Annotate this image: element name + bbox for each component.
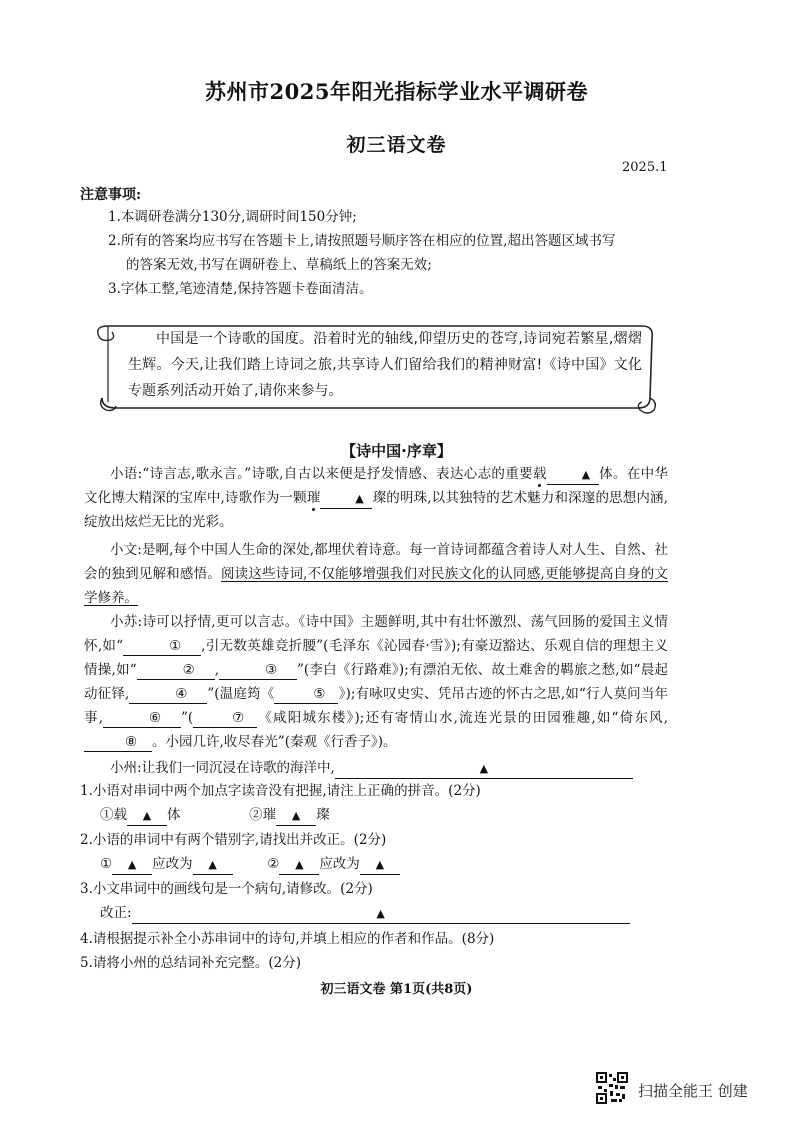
para1-text-b: 体。在中华文化博大精深的宝库中,诗歌作为一颗 [84, 466, 669, 506]
blank-2[interactable]: ② [137, 661, 215, 680]
scanner-watermark: 扫描全能王 创建 [638, 1082, 748, 1100]
question-1: 1.小语对串词中两个加点字读音没有把握,请注上正确的拼音。(2分) [80, 783, 481, 799]
paragraph-xiaowen [84, 538, 668, 610]
paragraph-xiaozhou: 小州:让我们一同沉浸在诗歌的海洋中, ▲ [84, 756, 668, 780]
notes-heading: 注意事项: [80, 187, 142, 203]
para1-text-c: 璨的明珠,以其独特的艺术魅力和深邃的思想内涵,绽放出炫烂无比的光彩。 [84, 490, 668, 530]
blank-pinyin-2[interactable]: ▲ [320, 489, 372, 509]
q2-wrong-2[interactable]: ▲ [279, 855, 319, 875]
blank-8[interactable]: ⑧ [84, 733, 152, 752]
q1-answer-a[interactable]: ▲ [127, 806, 167, 826]
blank-summary[interactable]: ▲ [335, 759, 633, 779]
question-3-answer: 改正: ▲ [100, 902, 630, 924]
para1-text-a: 小语:“诗言志,歌永言。”诗歌,自古以来便是抒发情感、表达心志的重要 [110, 466, 533, 482]
blank-5[interactable]: ⑤ [274, 685, 338, 704]
q2-correct-2[interactable]: ▲ [360, 855, 400, 875]
exam-title: 苏州市2025年阳光指标学业水平调研卷 [205, 79, 588, 104]
page-footer: 初三语文卷 第1页(共8页) [320, 982, 473, 997]
question-4: 4.请根据提示补全小苏串词中的诗句,并填上相应的作者和作品。(8分) [80, 931, 495, 947]
intro-text: 中国是一个诗歌的国度。沿着时光的轴线,仰望历史的苍穹,诗词宛若繁星,熠熠生辉。今天,让我们踏上诗词之旅,共享诗人们留给我们的精神财富!《诗中国》文化专题系列活动开始了,请你来参与。 [128, 331, 642, 399]
blank-pinyin-1[interactable]: ▲ [547, 465, 599, 485]
blank-4[interactable]: ④ [129, 685, 207, 704]
question-3: 3.小文串词中的画线句是一个病句,请修改。(2分) [80, 881, 373, 897]
intro-scroll-banner [94, 318, 659, 416]
qr-code-icon [596, 1072, 628, 1104]
paragraph-xiaosu: 小苏:诗可以抒情,更可以言志。《诗中国》主题鲜明,其中有壮怀激烈、荡气回肠的爱国主义情怀,如“ ① ,引无数英雄竞折腰”(毛泽东《沁园春·雪》);有豪迈豁达、乐观自信的理想主义情操,如“ ② , ③ ”(李白《行路难》);有漂泊无依、故土难舍的羁旅之愁,如“晨起动征铎, ④ ”(温庭筠《 ⑤ 》);有咏叹史实、凭吊古迹的怀古之思,如“行人莫问当年事, ⑥ ”( ⑦ 《咸阳城东楼》);还有寄情山水,流连光景的田园雅趣,如“倚东风,⑧ 。小园几许,收尽春光”(秦观《行香子》)。 [84, 614, 669, 750]
note-item-3: 3.字体工整,笔迹清楚,保持答题卡卷面清洁。 [108, 281, 373, 297]
q1-answer-b[interactable]: ▲ [276, 806, 316, 826]
question-2-answers: ① ▲ 应改为 ▲ ② ▲ 应改为 ▲ [100, 853, 400, 875]
question-5: 5.请将小州的总结词补充完整。(2分) [80, 955, 302, 971]
question-2: 2.小语的串词中有两个错别字,请找出并改正。(2分) [80, 832, 387, 848]
q3-answer-line[interactable]: ▲ [132, 904, 630, 924]
q2-wrong-1[interactable]: ▲ [112, 855, 152, 875]
blank-6[interactable]: ⑥ [103, 709, 181, 728]
q2-correct-1[interactable]: ▲ [193, 855, 233, 875]
exam-date: 2025.1 [622, 160, 668, 175]
underlined-sentence: 阅读这些诗词,不仅能够增强我们对民族文化的认同感,更能够提高自身的文学修养。 [84, 566, 669, 606]
dotted-char-cui: 璀 [306, 490, 321, 506]
note-item-2-cont: 的答案无效,书写在调研卷上、草稿纸上的答案无效; [126, 257, 432, 273]
note-item-1: 1.本调研卷满分130分,调研时间150分钟; [108, 209, 357, 225]
paragraph-xiaoyu [84, 462, 668, 534]
question-1-answers: ①载 ▲ 体 ②璀 ▲ 璨 [100, 804, 330, 826]
exam-subtitle: 初三语文卷 [346, 134, 447, 156]
blank-7[interactable]: ⑦ [193, 709, 257, 728]
para2-text: 小文:是啊,每个中国人生命的深处,都埋伏着诗意。每一首诗词都蕴含着诗人对人生、自然、社会的独到见解和感悟。 [84, 542, 668, 582]
section-title: 【诗中国·序章】 [341, 442, 452, 460]
blank-3[interactable]: ③ [219, 661, 297, 680]
dotted-char-zai: 载 [532, 466, 547, 482]
blank-1[interactable]: ① [123, 637, 201, 656]
note-item-2: 2.所有的答案均应书写在答题卡上,请按照题号顺序答在相应的位置,超出答题区域书写 [108, 233, 616, 249]
